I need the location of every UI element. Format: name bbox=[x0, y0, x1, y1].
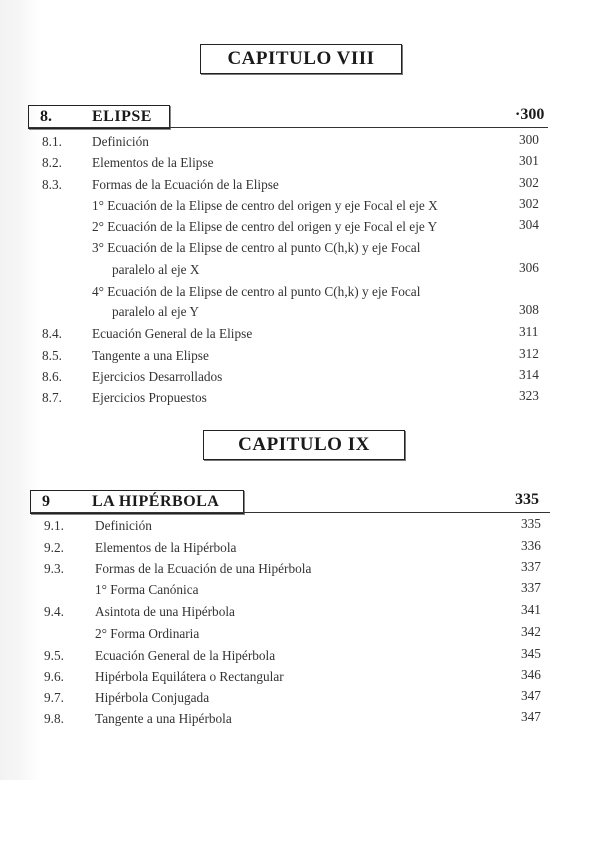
entry-title-continuation: paralelo al eje X bbox=[112, 262, 200, 277]
entry-title: 3° Ecuación de la Elipse de centro al punto C(h,k) y eje Focal bbox=[92, 240, 421, 255]
entry-number: 9.4. bbox=[44, 604, 64, 619]
entry-number: 8.5. bbox=[42, 348, 62, 363]
entry-page: 337 bbox=[521, 580, 541, 595]
entry-title: Ejercicios Propuestos bbox=[92, 390, 207, 405]
chapter-9-heading: CAPITULO IX bbox=[203, 430, 405, 460]
section-page: ·300 bbox=[515, 106, 545, 123]
entry-title: Ecuación General de la Hipérbola bbox=[95, 648, 276, 663]
entry-page: 337 bbox=[521, 559, 541, 574]
toc-entry[interactable] bbox=[42, 284, 546, 328]
entry-title: Hipérbola Equilátera o Rectangular bbox=[95, 669, 284, 684]
entry-page: 345 bbox=[521, 646, 541, 661]
entry-number: 8.6. bbox=[42, 369, 62, 384]
entry-page: 347 bbox=[521, 688, 541, 703]
entry-title: Definición bbox=[92, 134, 149, 149]
entry-title: Tangente a una Hipérbola bbox=[95, 711, 232, 726]
entry-page: 302 bbox=[519, 175, 539, 190]
entry-title: 1° Forma Canónica bbox=[95, 582, 199, 597]
entry-page: 335 bbox=[521, 516, 541, 531]
entry-number: 8.2. bbox=[42, 155, 62, 170]
section-title: ELIPSE bbox=[92, 108, 152, 125]
entry-page: 341 bbox=[521, 602, 541, 617]
entry-number: 9.8. bbox=[44, 711, 64, 726]
entry-title: Tangente a una Elipse bbox=[92, 348, 209, 363]
entry-page: 347 bbox=[521, 709, 541, 724]
entry-page: 301 bbox=[519, 153, 539, 168]
entry-title: 2° Ecuación de la Elipse de centro del origen y eje Focal el eje Y bbox=[92, 219, 438, 234]
entry-title: Elementos de la Elipse bbox=[92, 155, 214, 170]
entry-title: Formas de la Ecuación de la Elipse bbox=[92, 177, 279, 192]
entry-number: 9.1. bbox=[44, 518, 64, 533]
entry-number: 9.5. bbox=[44, 648, 64, 663]
section-number: 8. bbox=[40, 108, 52, 125]
entry-page: 323 bbox=[519, 388, 539, 403]
entry-number: 9.3. bbox=[44, 561, 64, 576]
entry-number: 8.7. bbox=[42, 390, 62, 405]
entry-title: Elementos de la Hipérbola bbox=[95, 540, 237, 555]
entry-title: 1° Ecuación de la Elipse de centro del origen y eje Focal el eje X bbox=[92, 198, 438, 213]
entry-number: 8.3. bbox=[42, 177, 62, 192]
entry-page: 312 bbox=[519, 346, 539, 361]
entry-title: 4° Ecuación de la Elipse de centro al punto C(h,k) y eje Focal bbox=[92, 284, 421, 299]
entry-number: 9.6. bbox=[44, 669, 64, 684]
chapter-8-heading: CAPITULO VIII bbox=[200, 44, 402, 74]
section-number: 9 bbox=[42, 493, 50, 510]
entry-title: Formas de la Ecuación de una Hipérbola bbox=[95, 561, 312, 576]
section-8-header bbox=[28, 105, 550, 129]
entry-title: Definición bbox=[95, 518, 152, 533]
entry-page: 342 bbox=[521, 624, 541, 639]
entry-title: Ejercicios Desarrollados bbox=[92, 369, 223, 384]
entry-page: 308 bbox=[519, 302, 539, 317]
entry-number: 8.4. bbox=[42, 326, 62, 341]
entry-number: 8.1. bbox=[42, 134, 62, 149]
entry-page: 300 bbox=[519, 132, 539, 147]
entry-title-continuation: paralelo al eje Y bbox=[112, 304, 199, 319]
entry-page: 314 bbox=[519, 367, 539, 382]
entry-title: Ecuación General de la Elipse bbox=[92, 326, 253, 341]
entry-page: 304 bbox=[519, 217, 539, 232]
entry-title: Asintota de una Hipérbola bbox=[95, 604, 235, 619]
section-9-rule bbox=[30, 512, 550, 513]
section-9-header bbox=[30, 490, 552, 514]
entry-page: 302 bbox=[519, 196, 539, 211]
entry-page: 306 bbox=[519, 260, 539, 275]
toc-entry[interactable] bbox=[42, 240, 546, 284]
section-title: LA HIPÉRBOLA bbox=[92, 493, 220, 510]
entry-number: 9.7. bbox=[44, 690, 64, 705]
entry-number: 9.2. bbox=[44, 540, 64, 555]
entry-page: 346 bbox=[521, 667, 541, 682]
entry-title: 2° Forma Ordinaria bbox=[95, 626, 200, 641]
entry-page: 336 bbox=[521, 538, 541, 553]
entry-page: 311 bbox=[519, 324, 539, 339]
section-page: 335 bbox=[515, 491, 539, 508]
entry-title: Hipérbola Conjugada bbox=[95, 690, 210, 705]
section-8-rule bbox=[28, 127, 548, 128]
